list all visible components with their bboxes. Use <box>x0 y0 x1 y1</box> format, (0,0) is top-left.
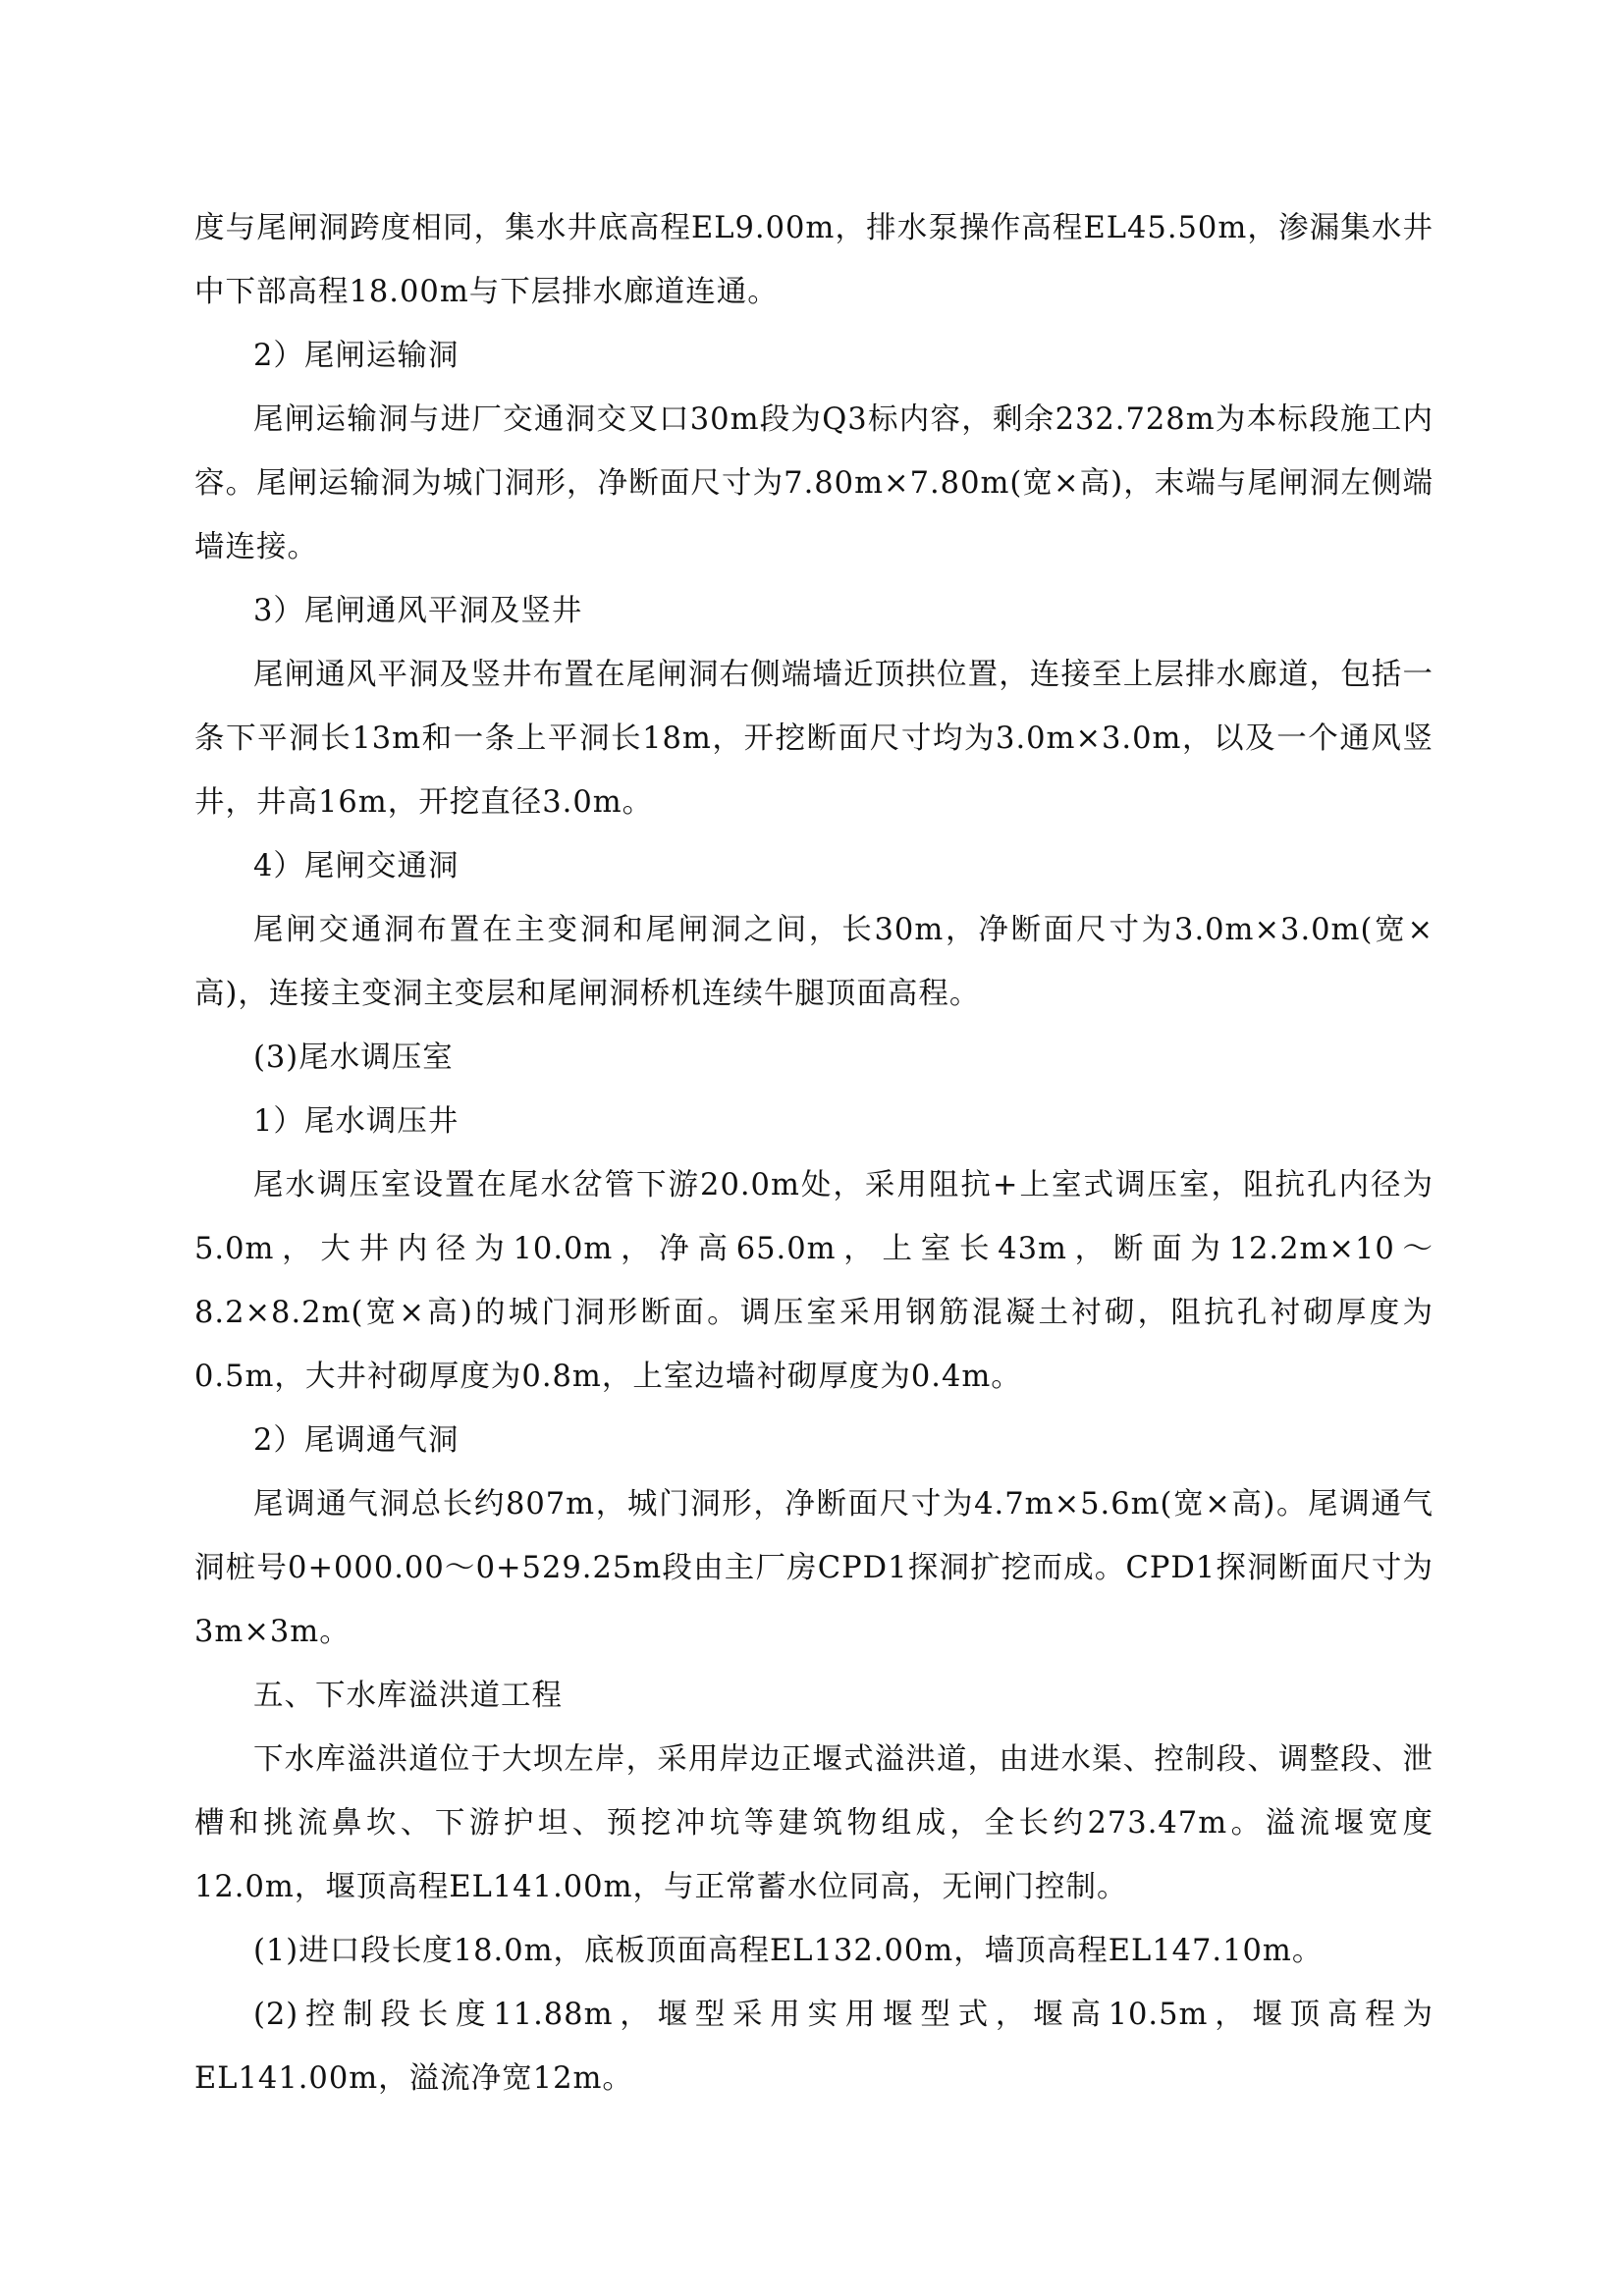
subheading-tailrace-surge-shaft: 1）尾水调压井 <box>253 1104 460 1139</box>
paragraph-inlet-section: (1)进口段长度18.0m，底板顶面高程EL132.00m，墙顶高程EL147.10m。 <box>253 1934 1324 1968</box>
paragraph-continued: 度与尾闸洞跨度相同，集水井底高程EL9.00m，排水泵操作高程EL45.50m，渗漏集水井中下部高程18.00m与下层排水廊道连通。 <box>194 211 1434 309</box>
subheading-tailgate-access-tunnel: 4）尾闸交通洞 <box>253 849 460 883</box>
section-heading-spillway: 五、下水库溢洪道工程 <box>253 1679 563 1713</box>
paragraph-surge-vent-tunnel: 尾调通气洞总长约807m，城门洞形，净断面尺寸为4.7m×5.6m(宽×高)。尾调通气洞桩号0+000.00～0+529.25m段由主厂房CPD1探洞扩挖而成。CPD1探洞断面尺寸为3m×3m。 <box>194 1487 1434 1649</box>
paragraph-tailgate-access-tunnel: 尾闸交通洞布置在主变洞和尾闸洞之间，长30m，净断面尺寸为3.0m×3.0m(宽×高)，连接主变洞主变层和尾闸洞桥机连续牛腿顶面高程。 <box>194 913 1434 1011</box>
paragraph-spillway-overview: 下水库溢洪道位于大坝左岸，采用岸边正堰式溢洪道，由进水渠、控制段、调整段、泄槽和挑流鼻坎、下游护坦、预挖冲坑等建筑物组成，全长约273.47m。溢流堰宽度12.0m，堰顶高程EL141.00m，与正常蓄水位同高，无闸门控制。 <box>194 1742 1434 1904</box>
document-body <box>194 196 1434 2110</box>
paragraph-tailrace-surge-shaft: 尾水调压室设置在尾水岔管下游20.0m处，采用阻抗+上室式调压室，阻抗孔内径为5.0m，大井内径为10.0m，净高65.0m，上室长43m，断面为12.2m×10～8.2×8.2m(宽×高)的城门洞形断面。调压室采用钢筋混凝土衬砌，阻抗孔衬砌厚度为0.5m，大井衬砌厚度为0.8m，上室边墙衬砌厚度为0.4m。 <box>194 1168 1434 1394</box>
subheading-tailgate-transport-tunnel: 2）尾闸运输洞 <box>253 339 460 373</box>
subheading-surge-vent-tunnel: 2）尾调通气洞 <box>253 1423 460 1458</box>
subheading-tailrace-surge-chamber: (3)尾水调压室 <box>253 1041 454 1075</box>
subheading-tailgate-ventilation: 3）尾闸通风平洞及竖井 <box>253 594 583 628</box>
paragraph-control-section: (2)控制段长度11.88m，堰型采用实用堰型式，堰高10.5m，堰顶高程为EL141.00m，溢流净宽12m。 <box>194 1998 1434 2096</box>
paragraph-tailgate-ventilation: 尾闸通风平洞及竖井布置在尾闸洞右侧端墙近顶拱位置，连接至上层排水廊道，包括一条下平洞长13m和一条上平洞长18m，开挖断面尺寸均为3.0m×3.0m，以及一个通风竖井，井高16m，开挖直径3.0m。 <box>194 658 1434 820</box>
paragraph-tailgate-transport-tunnel: 尾闸运输洞与进厂交通洞交叉口30m段为Q3标内容，剩余232.728m为本标段施工内容。尾闸运输洞为城门洞形，净断面尺寸为7.80m×7.80m(宽×高)，末端与尾闸洞左侧端墙连接。 <box>194 402 1434 564</box>
